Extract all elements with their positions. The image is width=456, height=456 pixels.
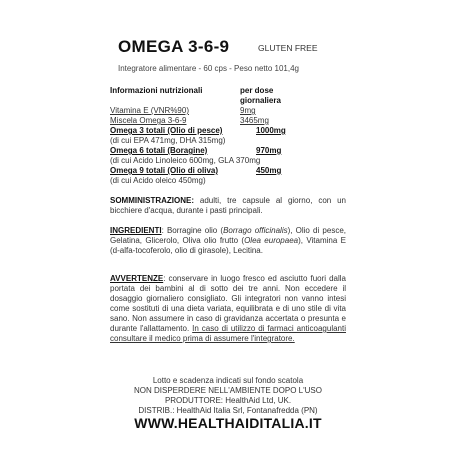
footer-lot: Lotto e scadenza indicati sul fondo scatola [152,376,304,385]
omega3-label: Omega 3 totali (Olio di pesce) [110,126,223,135]
footer-producer: PRODUTTORE: HealthAid Ltd, UK. [164,396,292,405]
anticoagulant-warning: In caso di utilizzo di farmaci anticoagulanti consultare il medico prima di assumere l'integratore. [110,324,346,343]
per-dose-label-2: giornaliera [240,96,281,105]
omega9-label: Omega 9 totali (Olio di oliva) [110,166,219,175]
administration-section [110,196,346,216]
footer-distributor: DISTRIB.: HealthAid Italia Srl, Fontanafredda (PN) [138,406,318,415]
ingredients-section [110,226,346,256]
nutrition-row-value: 9mg [240,106,256,115]
product-subtitle: Integratore alimentare - 60 cps - Peso netto 101,4g [118,64,299,73]
omega3-value: 1000mg [256,126,286,135]
gluten-free-label: GLUTEN FREE [258,43,318,53]
ingredients-text: ), Olio di pesce, Gelatina, Glicerolo, Oliva olio frutto ( [110,226,346,245]
nutrition-row-label: Vitamina E (VNR%90) [110,106,189,115]
website-url: WWW.HEALTHAIDITALIA.IT [134,415,322,431]
warnings-label: AVVERTENZE [110,274,164,283]
warnings-text: : conservare in luogo fresco ed asciutto fuori dalla portata dei bambini al di sotto dei tre anni. Non eccedere il dosaggio giornaliero consigliato. Gli integratori non vanno intesi come sostituti di una dieta variata, equilibrata e di uno stile di vita sano. [110,274,346,323]
administration-label: SOMMINISTRAZIONE: [110,196,194,205]
per-dose-label: per dose [240,86,274,95]
ingredients-borago: Borrago officinalis [223,226,288,235]
product-title: OMEGA 3-6-9 [118,37,230,56]
omega3-detail: (di cui EPA 471mg, DHA 315mg) [110,136,226,145]
omega9-detail: (di cui Acido oleico 450mg) [110,176,206,185]
nutrition-heading: Informazioni nutrizionali [110,86,203,95]
nutrition-row-label: Miscela Omega 3-6-9 [110,116,187,125]
warnings-section [110,274,346,344]
ingredients-text: ), Vitamina E (d-alfa-tocoferolo, olio di girasole), Lecitina. [110,236,346,255]
footer-disposal: NON DISPERDERE NELL'AMBIENTE DOPO L'USO [134,386,322,395]
ingredients-olea: Olea europaea [244,236,299,245]
pregnancy-warning: Non assumere in caso di gravidanza accertata o presunta e durante l'allattamento. [110,314,346,333]
ingredients-label: INGREDIENTI [110,226,162,235]
omega6-value: 970mg [256,146,282,155]
ingredients-text: : Borragine olio ( [161,226,224,235]
omega6-label: Omega 6 totali (Boragine) [110,146,208,155]
omega6-detail: (di cui Acido Linoleico 600mg, GLA 370mg [110,156,261,165]
omega9-value: 450mg [256,166,282,175]
administration-text: adulti, tre capsule al giorno, con un bicchiere d'acqua, durante i pasti principali. [110,196,347,215]
nutrition-row-value: 3465mg [240,116,269,125]
footer [100,376,356,416]
